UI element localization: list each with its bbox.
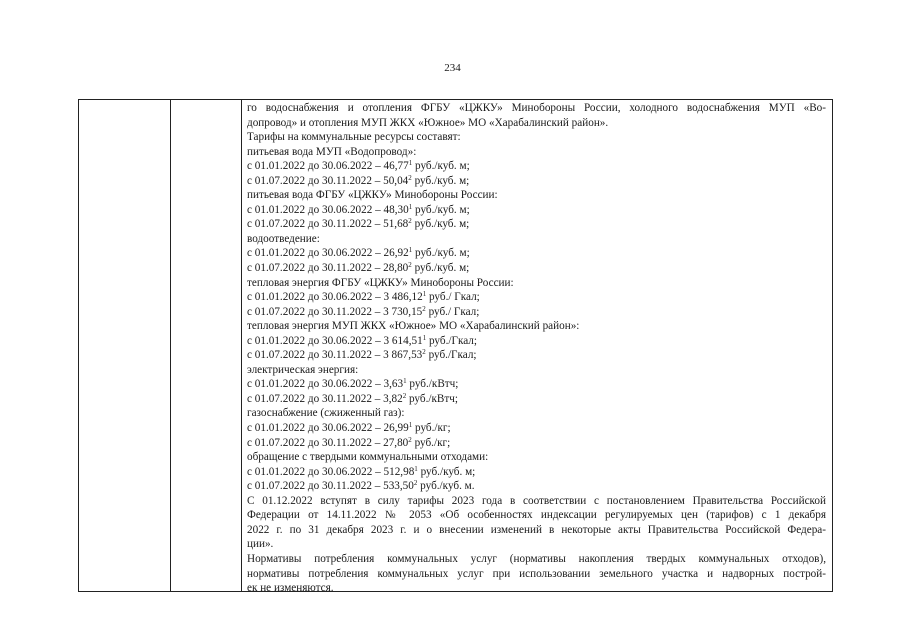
text-line-unit: руб./кг; [412,422,451,435]
text-line-main: водоотведение: [247,232,320,245]
footnote-marker: 1 [422,333,427,342]
text-line [247,421,826,436]
text-line-main: С 01.12.2022 вступят в силу тарифы 2023 года в соответствии с постановлением Правительства Российской [247,494,826,507]
text-line-unit: руб./кВтч; [406,392,458,405]
text-line-main: с 01.07.2022 до 30.11.2022 – 28,80 [247,262,409,275]
text-line-main: с 01.01.2022 до 30.06.2022 – 3 486,12 [247,291,423,304]
text-line [247,188,826,203]
text-line-main: 2022 г. по 31 декабря 2023 г. и о внесении изменений в некоторые акты Правительства Российской Федера- [247,523,826,536]
text-line [247,290,826,305]
text-line [247,479,826,494]
footnote-marker: 2 [408,217,412,226]
text-line [247,101,826,116]
text-line [247,494,826,509]
page-number: 234 [444,62,461,74]
text-line-main: Федерации от 14.11.2022 № 2053 «Об особенностях индексации регулируемых цен (тарифов) с 1 декабря [247,509,826,522]
text-line-main: питьевая вода МУП «Водопровод»: [247,145,417,158]
footnote-marker: 1 [408,246,413,255]
text-line [247,145,826,160]
text-line-unit: руб./куб. м; [411,218,470,231]
text-line-main: с 01.07.2022 до 30.11.2022 – 3,82 [247,392,403,405]
text-line [247,508,826,523]
text-line-unit: руб./кг; [411,436,451,449]
text-line-main: питьевая вода ФГБУ «ЦЖКУ» Минобороны России: [247,189,498,202]
table-column-empty-2 [171,100,242,591]
text-line-main: нормативы потребления коммунальных услуг при использовании земельного участка и надворных построй- [247,567,826,580]
text-line [247,261,826,276]
text-line-main: с 01.07.2022 до 30.11.2022 – 3 867,53 [247,349,423,362]
text-line [247,348,826,363]
text-line-unit: руб./куб. м; [412,160,470,173]
text-line-main: тепловая энергия МУП ЖКХ «Южное» МО «Харабалинский район»: [247,320,580,333]
text-line-main: с 01.07.2022 до 30.11.2022 – 50,04 [247,174,409,187]
text-line [247,552,826,567]
text-line-unit: руб./куб. м; [411,262,470,275]
text-line [247,232,826,247]
text-line-unit: руб./куб. м; [412,203,470,216]
text-line-main: с 01.01.2022 до 30.06.2022 – 46,77 [247,160,409,173]
text-line-main: с 01.01.2022 до 30.06.2022 – 3,63 [247,378,404,391]
text-line-main: с 01.01.2022 до 30.06.2022 – 48,30 [247,203,409,216]
text-line-main: с 01.01.2022 до 30.06.2022 – 26,99 [247,422,409,435]
footnote-marker: 1 [414,464,418,473]
document-table [78,99,833,595]
text-line [247,203,826,218]
text-line-main: с 01.07.2022 до 30.11.2022 – 533,50 [247,480,414,493]
footnote-marker: 1 [408,159,413,168]
table-text-cell [242,100,832,595]
text-line-main: тепловая энергия ФГБУ «ЦЖКУ» Минобороны России: [247,276,514,289]
footnote-marker: 2 [413,479,418,488]
text-line [247,581,826,596]
text-line-main: обращение с твердыми коммунальными отходами: [247,451,489,464]
text-line-unit: руб./куб. м. [417,480,475,493]
footnote-marker: 2 [408,261,412,270]
text-line [247,130,826,145]
text-line [247,465,826,480]
text-line-main: Тарифы на коммунальные ресурсы составят: [247,131,461,144]
text-line-unit: руб./кВтч; [406,378,459,391]
footnote-marker: 2 [402,391,407,400]
text-line [247,392,826,407]
text-line-main: ции». [247,538,274,551]
text-line-main: ек не изменяются. [247,582,334,595]
footnote-marker: 2 [408,435,412,444]
footnote-marker: 1 [408,421,413,430]
table-column-empty-1 [79,100,171,591]
text-line [247,334,826,349]
text-line-unit: руб./куб. м; [412,247,470,260]
footnote-marker: 2 [408,173,412,182]
text-line-unit: руб./ Гкал; [426,291,480,304]
text-line-main: с 01.01.2022 до 30.06.2022 – 3 614,51 [247,334,423,347]
text-line [247,537,826,552]
text-line [247,305,826,320]
text-line [247,217,826,232]
text-line-main: с 01.07.2022 до 30.11.2022 – 27,80 [247,436,409,449]
text-line [247,116,826,131]
text-line-main: допровод» и отопления МУП ЖКХ «Южное» МО «Харабалинский район». [247,116,609,129]
text-line-main: Нормативы потребления коммунальных услуг (нормативы накопления твердых коммунальных отходов), [247,552,826,565]
text-line-main: электрическая энергия: [247,363,359,376]
text-line [247,246,826,261]
text-line-unit: руб./Гкал; [425,349,477,362]
text-line [247,377,826,392]
text-line [247,567,826,582]
text-line [247,450,826,465]
text-line-main: с 01.07.2022 до 30.11.2022 – 51,68 [247,218,409,231]
footnote-marker: 2 [422,304,426,313]
text-line [247,363,826,378]
text-line-main: с 01.07.2022 до 30.11.2022 – 3 730,15 [247,305,423,318]
text-line-unit: руб./Гкал; [426,334,477,347]
text-line-main: с 01.01.2022 до 30.06.2022 – 26,92 [247,247,409,260]
text-line-unit: руб./куб. м; [417,465,476,478]
text-line-main: го водоснабжения и отопления ФГБУ «ЦЖКУ» Минобороны России, холодного водоснабжения МУП «Во- [247,102,826,114]
text-line [247,406,826,421]
text-line [247,523,826,538]
footnote-marker: 2 [422,348,426,357]
footnote-marker: 1 [408,202,413,211]
text-line [247,174,826,189]
text-line-main: газоснабжение (сжиженный газ): [247,407,405,420]
text-line [247,436,826,451]
text-line [247,276,826,291]
text-line-unit: руб./ Гкал; [425,305,480,318]
footnote-marker: 1 [403,377,407,386]
text-line [247,159,826,174]
text-line-main: с 01.01.2022 до 30.06.2022 – 512,98 [247,465,415,478]
text-line [247,319,826,334]
footnote-marker: 1 [422,290,427,299]
text-line-unit: руб./куб. м; [411,174,470,187]
